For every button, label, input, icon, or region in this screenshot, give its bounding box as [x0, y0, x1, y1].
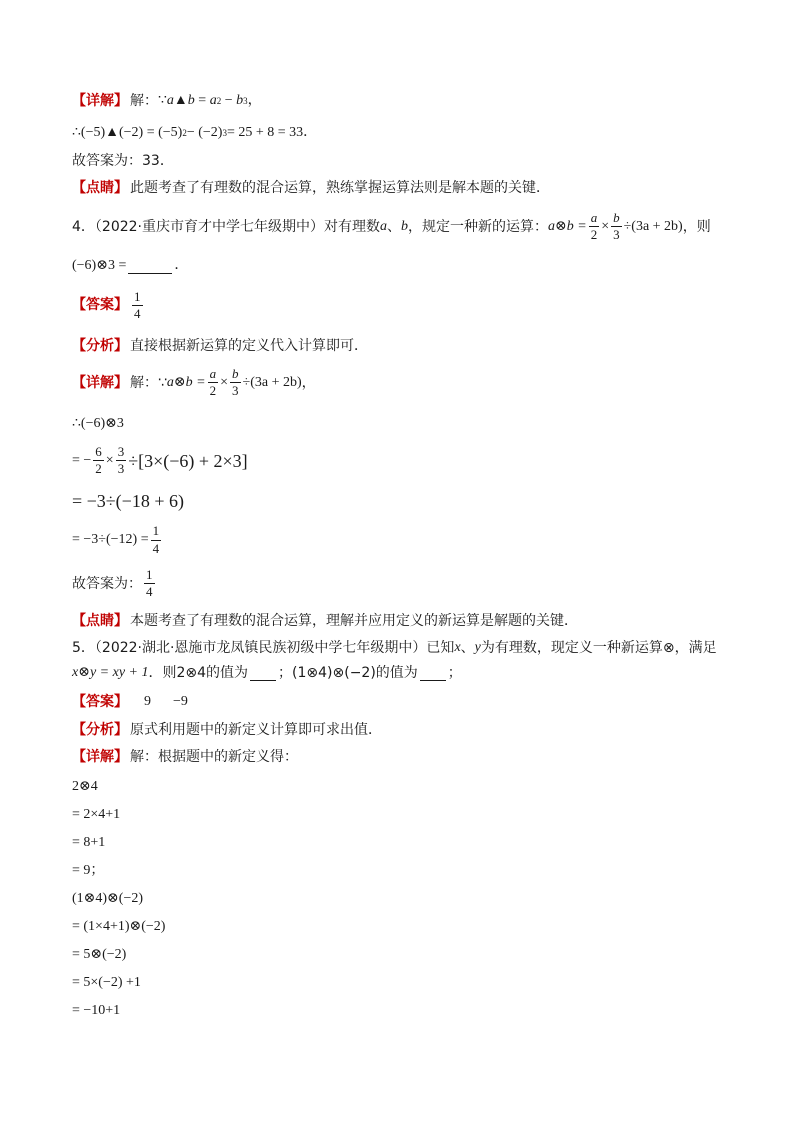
answer-1: 9	[144, 693, 151, 709]
p4-stem: 4．（2022·重庆市育才中学七年级期中）对有理数 a 、 b ，规定一种新的运算： a⊗b = $\frac{a}{2}$ × $\frac{b}{3}$ ÷(3a + 2b) ，则	[72, 210, 711, 243]
document-page	[72, 92, 722, 1018]
fraction: $\frac{a}{2}$	[590, 210, 598, 243]
step-line: = 8+1	[72, 834, 106, 850]
formula-a: a	[209, 93, 217, 108]
calc-exp2: 2	[182, 127, 187, 138]
fraction: $\frac{b}{3}$	[232, 366, 239, 399]
comment-tag: 【点睛】	[72, 180, 128, 196]
fraction: $\frac{b}{3}$	[613, 210, 620, 243]
p4-step3: = −3÷(−12) = $\frac{1}{4}$	[72, 523, 160, 556]
p4-detail: 【详解】 解：∵ a⊗b = $\frac{a}{2}$ × $\frac{b}{3}$ ÷(3a + 2b) ，	[72, 366, 316, 399]
detail-prefix: 解：	[130, 93, 158, 109]
p3-final-answer: 故答案为：33．	[72, 153, 174, 169]
calc-exp3: 3	[222, 127, 227, 138]
step-line: = −10+1	[72, 1002, 121, 1018]
p3-detail-line: 【详解】 解： ∵ a▲b = a 2 − b 3 ，	[72, 93, 262, 109]
step-line: 2⊗4	[72, 778, 98, 794]
p5-stem: 5．（2022·湖北·恩施市龙凤镇民族初级中学七年级期中）已知 x 、 y 为有理数，现定义一种新运算⊗，满足	[72, 639, 717, 656]
p4-answer	[72, 290, 722, 322]
calc-part3: = 25 + 8 = 33	[226, 125, 304, 140]
p5-detail: 【详解】 解：根据题中的新定义得：	[72, 748, 298, 765]
detail-tag: 【详解】	[72, 93, 128, 109]
p3-comment	[72, 181, 722, 195]
comment-text: 此题考查了有理数的混合运算，熟练掌握运算法则是解本题的关键．	[130, 180, 550, 196]
p5-analysis: 【分析】 原式利用题中的新定义计算即可求出值．	[72, 721, 382, 738]
p5-question: x⊗y = xy + 1 ．则2⊗4的值为 ；(1⊗4)⊗(−2)的值为 ；	[72, 665, 462, 682]
exp-3: 3	[243, 95, 248, 106]
p4-comment: 【点睛】 本题考查了有理数的混合运算，理解并应用定义的新运算是解题的关键．	[72, 612, 578, 629]
p4-analysis: 【分析】 直接根据新运算的定义代入计算即可．	[72, 338, 368, 355]
p5-answer	[72, 695, 722, 709]
analysis-tag: 【分析】	[72, 721, 128, 738]
fraction: $\frac{6}{2}$	[95, 443, 102, 477]
p4-final: 故答案为： $\frac{1}{4}$	[72, 566, 153, 600]
step-line: = (1×4+1)⊗(−2)	[72, 918, 166, 934]
p4-step1: = − $\frac{6}{2}$ × $\frac{3}{3}$ ÷[3×(−6) + 2×3]	[72, 443, 248, 477]
analysis-tag: 【分析】	[72, 338, 128, 355]
answer-blank	[250, 666, 276, 681]
calc-part1: (−5)▲(−2) = (−5)	[80, 125, 183, 140]
formula-b: b	[236, 93, 244, 108]
formula-lhs: a▲b	[166, 93, 195, 108]
fraction: $\frac{3}{3}$	[117, 443, 125, 477]
answer-blank	[420, 666, 446, 681]
answer-fraction: $\frac{1}{4}$	[134, 288, 141, 321]
fraction: $\frac{1}{4}$	[146, 566, 153, 600]
p4-question: (−6)⊗3 = ．	[72, 258, 189, 274]
p4-step2: = −3÷(−18 + 6)	[72, 491, 184, 512]
answer-blank	[128, 259, 172, 274]
exp-2: 2	[216, 95, 222, 106]
answer-tag: 【答案】	[72, 297, 128, 314]
step-line: = 2×4+1	[72, 806, 121, 822]
p3-calc-line: ∴ (−5)▲(−2) = (−5) 2 − (−2) 3 = 25 + 8 = 33 ．	[72, 125, 318, 140]
op-lhs: a⊗b =	[548, 218, 587, 234]
p5-steps	[72, 780, 722, 1018]
p4-step0: ∴(−6)⊗3	[72, 415, 124, 431]
step-line: = 9；	[72, 862, 105, 878]
detail-tag: 【详解】	[72, 748, 128, 765]
definition: x⊗y = xy + 1	[72, 665, 149, 681]
step-line: = 5×(−2) +1	[72, 974, 141, 990]
step-line: (1⊗4)⊗(−2)	[72, 890, 144, 906]
detail-tag: 【详解】	[72, 374, 128, 391]
comment-tag: 【点睛】	[72, 612, 128, 629]
answer-2: −9	[173, 693, 188, 709]
answer-tag: 【答案】	[72, 693, 128, 710]
because-symbol: ∵	[158, 93, 167, 108]
fraction: $\frac{1}{4}$	[152, 523, 160, 556]
therefore-symbol: ∴	[72, 125, 81, 140]
calc-part2: − (−2)	[186, 125, 223, 140]
fraction: $\frac{a}{2}$	[209, 366, 217, 399]
step-line: = 5⊗(−2)	[72, 946, 127, 962]
